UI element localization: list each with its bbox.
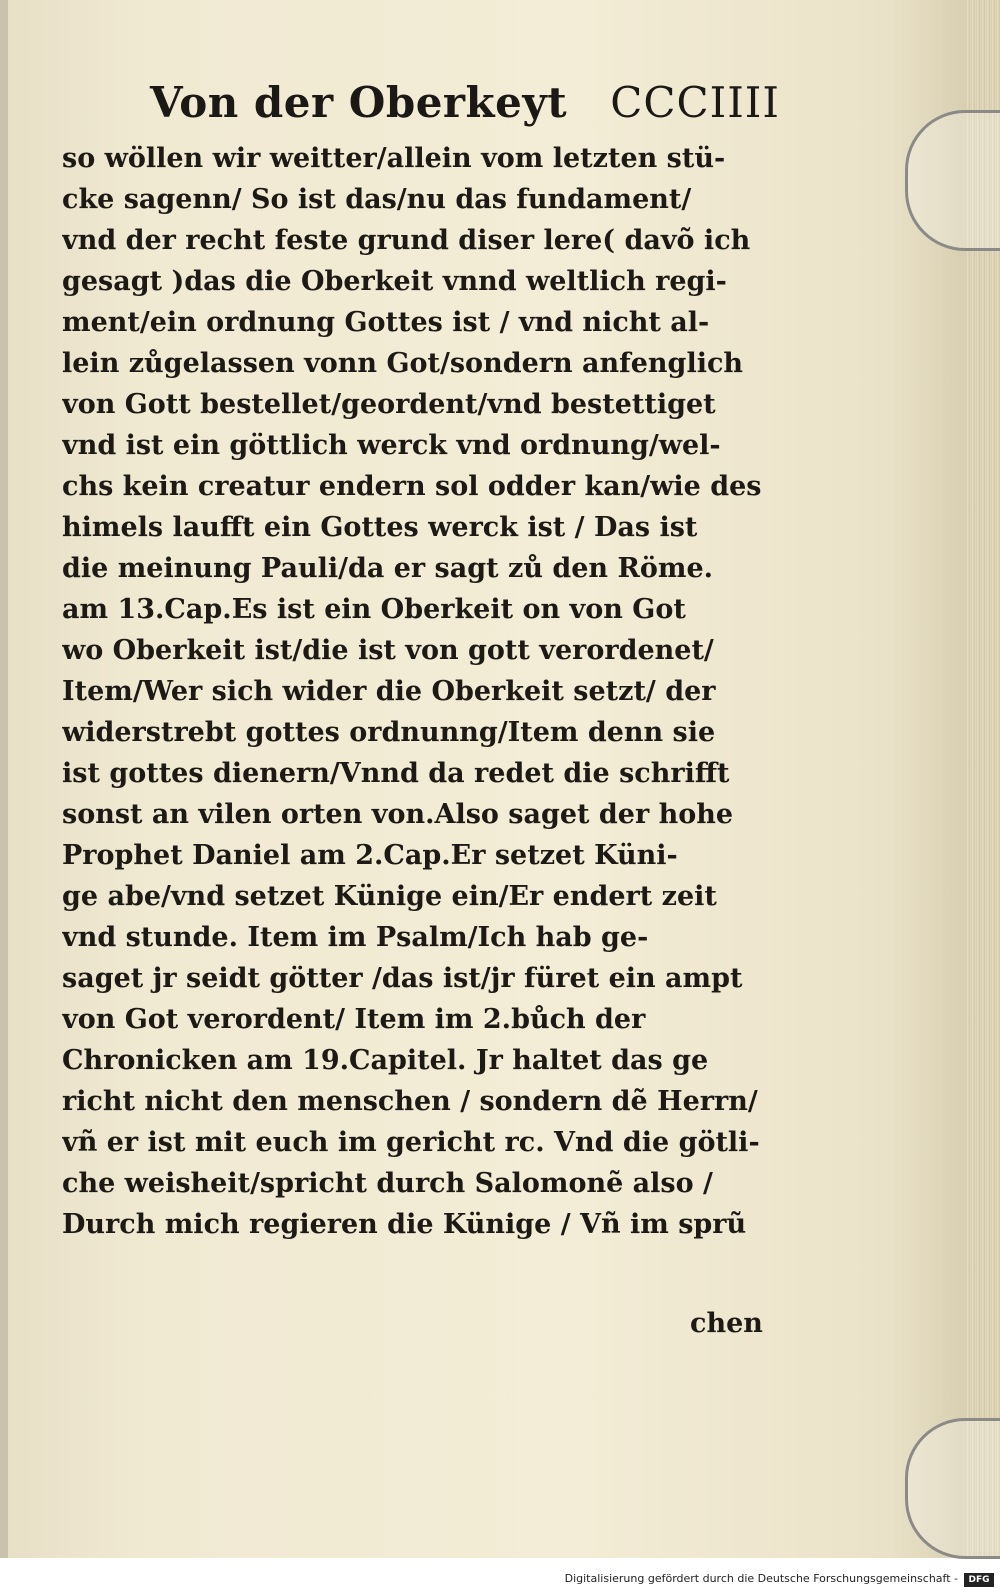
footer-bar <box>0 1572 1000 1590</box>
funding-credit: Digitalisierung gefördert durch die Deutsche Forschungsgemeinschaft - <box>564 1572 958 1585</box>
text-line: chs kein creatur endern sol odder kan/wie des <box>62 471 762 502</box>
folio-number: CCCIIII <box>610 78 780 127</box>
text-line: lein zůgelassen vonn Got/sondern anfenglich <box>62 348 744 379</box>
text-line: cke sagenn/ So ist das/nu das fundament/ <box>62 184 692 215</box>
text-line: ment/ein ordnung Gottes ist / vnd nicht al- <box>62 307 710 338</box>
text-line: wo Oberkeit ist/die ist von gott verordenet/ <box>62 635 714 666</box>
text-line: himels laufft ein Gottes werck ist / Das ist <box>62 512 698 543</box>
text-line: Item/Wer sich wider die Oberkeit setzt/ der <box>62 676 716 707</box>
text-line: Durch mich regieren die Künige / Vñ im sprũ <box>62 1209 747 1240</box>
book-clip-bottom <box>905 1418 1000 1559</box>
text-line: die meinung Pauli/da er sagt zů den Röme. <box>62 553 714 584</box>
text-line: sonst an vilen orten von.Also saget der hohe <box>62 799 734 830</box>
catchword: chen <box>690 1308 763 1339</box>
text-line: am 13.Cap.Es ist ein Oberkeit on von Got <box>62 594 686 625</box>
dfg-logo: DFG <box>964 1573 994 1587</box>
text-line: Prophet Daniel am 2.Cap.Er setzet Küni- <box>62 840 678 871</box>
text-line: vnd ist ein göttlich werck vnd ordnung/wel- <box>62 430 721 461</box>
text-line: Chronicken am 19.Capitel. Jr haltet das ge <box>62 1045 709 1076</box>
text-line: widerstrebt gottes ordnunng/Item denn sie <box>62 717 716 748</box>
text-line: vnd stunde. Item im Psalm/Ich hab ge- <box>62 922 649 953</box>
gutter-edge <box>0 0 8 1558</box>
running-title: Von der Oberkeyt <box>150 78 568 127</box>
text-line: gesagt )das die Oberkeit vnnd weltlich regi- <box>62 266 727 297</box>
text-line: ge abe/vnd setzet Künige ein/Er endert zeit <box>62 881 717 912</box>
text-line: vñ er ist mit euch im gericht rc. Vnd die götli- <box>62 1127 760 1158</box>
text-line: von Got verordent/ Item im 2.bůch der <box>62 1004 646 1035</box>
text-line: von Gott bestellet/geordent/vnd bestettiget <box>62 389 716 420</box>
text-line: saget jr seidt götter /das ist/jr füret ein ampt <box>62 963 743 994</box>
text-block <box>62 138 762 1245</box>
text-line: ist gottes dienern/Vnnd da redet die schrifft <box>62 758 730 789</box>
text-line: richt nicht den menschen / sondern dẽ Herrn/ <box>62 1086 758 1117</box>
text-line: che weisheit/spricht durch Salomonẽ also / <box>62 1168 713 1199</box>
book-clip-top <box>905 110 1000 251</box>
text-line: vnd der recht feste grund diser lere( davõ ich <box>62 225 751 256</box>
running-head <box>150 78 780 140</box>
text-line: so wöllen wir weitter/allein vom letzten stü- <box>62 143 726 174</box>
